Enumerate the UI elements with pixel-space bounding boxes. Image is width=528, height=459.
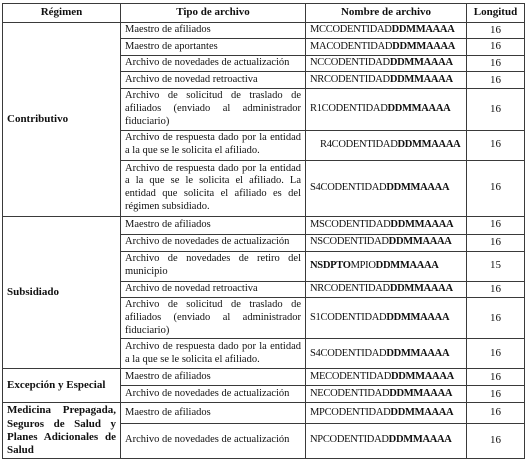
- regimen-cell: Subsidiado: [3, 216, 121, 369]
- nombre-segment: CODENTIDAD: [320, 347, 387, 359]
- nombre-segment: DDMMAAAA: [387, 103, 451, 115]
- nombre-archivo-cell: [306, 403, 467, 423]
- nombre-archivo-cell: [306, 298, 467, 339]
- nombre-segment: CODENTIDAD: [324, 57, 390, 69]
- table-row: [3, 403, 525, 423]
- tipo-archivo-cell: Archivo de respuesta dado por la entidad a la que se le solicita el afiliado.: [121, 339, 306, 369]
- longitud-cell: 16: [467, 39, 525, 55]
- tipo-archivo-cell: Archivo de novedades de actualización: [121, 234, 306, 251]
- longitud-cell: 16: [467, 403, 525, 423]
- nombre-segment: DDMMAAAA: [392, 40, 456, 52]
- nombre-segment: DDMMAAAA: [389, 73, 453, 85]
- nombre-segment: DDMMAAAA: [397, 138, 461, 150]
- tipo-archivo-cell: Archivo de novedades de actualización: [121, 55, 306, 71]
- nombre-archivo-cell: [306, 369, 467, 386]
- nombre-segment: DDMMAAAA: [389, 57, 453, 69]
- longitud-cell: 16: [467, 234, 525, 251]
- file-naming-table: [2, 3, 525, 459]
- nombre-segment: CODENTIDAD: [324, 282, 390, 294]
- header-longitud: Longitud: [467, 4, 525, 23]
- nombre-segment: MC: [310, 24, 326, 36]
- nombre-segment: NR: [310, 282, 324, 294]
- nombre-segment: MS: [310, 218, 325, 230]
- longitud-cell: 16: [467, 55, 525, 71]
- nombre-segment: MP: [310, 406, 325, 418]
- table-body: [3, 23, 525, 459]
- nombre-segment: CODENTIDAD: [322, 434, 389, 446]
- header-row: [3, 4, 525, 23]
- tipo-archivo-cell: Archivo de solicitud de traslado de afiliados (enviado al administrador fiduciario): [121, 298, 306, 339]
- nombre-segment: NP: [310, 434, 323, 446]
- longitud-cell: 16: [467, 298, 525, 339]
- regimen-cell: Contributivo: [3, 23, 121, 217]
- nombre-segment: DDMMAAAA: [389, 282, 453, 294]
- header-regimen: Régimen: [3, 4, 121, 23]
- nombre-archivo-cell: [306, 23, 467, 39]
- nombre-archivo-cell: [306, 216, 467, 234]
- regimen-cell: Excepción y Especial: [3, 369, 121, 403]
- nombre-segment: DDMMAAAA: [390, 406, 454, 418]
- nombre-segment: DDMMAAAA: [390, 218, 454, 230]
- nombre-segment: DDMMAAAA: [388, 236, 452, 248]
- longitud-cell: 16: [467, 386, 525, 403]
- nombre-archivo-cell: [306, 72, 467, 89]
- nombre-segment: CODENTIDAD: [324, 218, 391, 230]
- nombre-segment: MA: [310, 40, 327, 52]
- nombre-archivo-cell: [306, 89, 467, 130]
- nombre-segment: NSDPTO: [310, 259, 351, 271]
- regimen-cell: Medicina Prepagada, Seguros de Salud y Planes Adicionales de Salud: [3, 403, 121, 459]
- table-row: [3, 369, 525, 386]
- nombre-segment: CODENTIDAD: [324, 73, 390, 85]
- tipo-archivo-cell: Maestro de afiliados: [121, 23, 306, 39]
- tipo-archivo-cell: Archivo de solicitud de traslado de afiliados (enviado al administrador fiduciario): [121, 89, 306, 130]
- tipo-archivo-cell: Maestro de aportantes: [121, 39, 306, 55]
- nombre-segment: CODENTIDAD: [325, 24, 392, 36]
- nombre-segment: R4: [320, 138, 332, 150]
- tipo-archivo-cell: Maestro de afiliados: [121, 403, 306, 423]
- nombre-segment: CODENTIDAD: [324, 406, 391, 418]
- longitud-cell: 15: [467, 251, 525, 281]
- nombre-segment: DDMMAAAA: [386, 347, 450, 359]
- nombre-segment: NC: [310, 57, 324, 69]
- nombre-segment: S4: [310, 181, 321, 193]
- nombre-segment: DDMMAAAA: [391, 24, 455, 36]
- longitud-cell: 16: [467, 89, 525, 130]
- nombre-segment: CODENTIDAD: [323, 388, 390, 399]
- nombre-archivo-cell: [306, 386, 467, 403]
- tipo-archivo-cell: Archivo de novedades de retiro del municipio: [121, 251, 306, 281]
- header-nombre-archivo: Nombre de archivo: [306, 4, 467, 23]
- nombre-segment: DDMMAAAA: [390, 371, 454, 382]
- nombre-segment: S1: [310, 311, 321, 323]
- tipo-archivo-cell: Maestro de afiliados: [121, 369, 306, 386]
- nombre-segment: NE: [310, 388, 324, 399]
- tipo-archivo-cell: Archivo de novedades de actualización: [121, 386, 306, 403]
- tipo-archivo-cell: Archivo de novedades de actualización: [121, 423, 306, 459]
- nombre-segment: R1: [310, 103, 322, 115]
- nombre-segment: DDMMAAAA: [386, 181, 450, 193]
- longitud-cell: 16: [467, 423, 525, 459]
- nombre-archivo-cell: [306, 339, 467, 369]
- tipo-archivo-cell: Archivo de respuesta dado por la entidad a la que se le solicita el afiliado. La entidad que solicita el afiliado es del régimen subsidiado.: [121, 160, 306, 216]
- nombre-archivo-cell: [306, 39, 467, 55]
- longitud-cell: 16: [467, 339, 525, 369]
- nombre-archivo-cell: [306, 160, 467, 216]
- nombre-archivo-cell: [306, 130, 467, 160]
- nombre-segment: CODENTIDAD: [320, 311, 387, 323]
- nombre-segment: NS: [310, 236, 323, 248]
- table-row: [3, 23, 525, 39]
- nombre-segment: DDMMAAAA: [388, 434, 452, 446]
- nombre-segment: CODENTIDAD: [320, 181, 387, 193]
- longitud-cell: 16: [467, 369, 525, 386]
- longitud-cell: 16: [467, 23, 525, 39]
- longitud-cell: 16: [467, 281, 525, 297]
- longitud-cell: 16: [467, 160, 525, 216]
- nombre-segment: S4: [310, 347, 321, 359]
- nombre-segment: NR: [310, 73, 324, 85]
- nombre-archivo-cell: [306, 234, 467, 251]
- nombre-segment: MPIO: [350, 259, 376, 271]
- nombre-segment: DDMMAAAA: [389, 388, 453, 399]
- nombre-segment: CODENTIDAD: [331, 138, 398, 150]
- nombre-segment: CODENTIDAD: [326, 40, 393, 52]
- nombre-archivo-cell: [306, 55, 467, 71]
- nombre-segment: DDMMAAAA: [386, 311, 450, 323]
- longitud-cell: 16: [467, 216, 525, 234]
- nombre-archivo-cell: [306, 423, 467, 459]
- longitud-cell: 16: [467, 72, 525, 89]
- tipo-archivo-cell: Archivo de novedad retroactiva: [121, 72, 306, 89]
- nombre-segment: ME: [310, 371, 326, 382]
- nombre-segment: CODENTIDAD: [325, 371, 391, 382]
- tipo-archivo-cell: Archivo de respuesta dado por la entidad a la que se le solicita el afiliado.: [121, 130, 306, 160]
- nombre-segment: CODENTIDAD: [321, 103, 388, 115]
- table-row: [3, 216, 525, 234]
- nombre-segment: DDMMAAAA: [375, 259, 439, 271]
- header-tipo-archivo: Tipo de archivo: [121, 4, 306, 23]
- nombre-archivo-cell: [306, 281, 467, 297]
- nombre-segment: CODENTIDAD: [322, 236, 389, 248]
- longitud-cell: 16: [467, 130, 525, 160]
- tipo-archivo-cell: Maestro de afiliados: [121, 216, 306, 234]
- tipo-archivo-cell: Archivo de novedad retroactiva: [121, 281, 306, 297]
- nombre-archivo-cell: [306, 251, 467, 281]
